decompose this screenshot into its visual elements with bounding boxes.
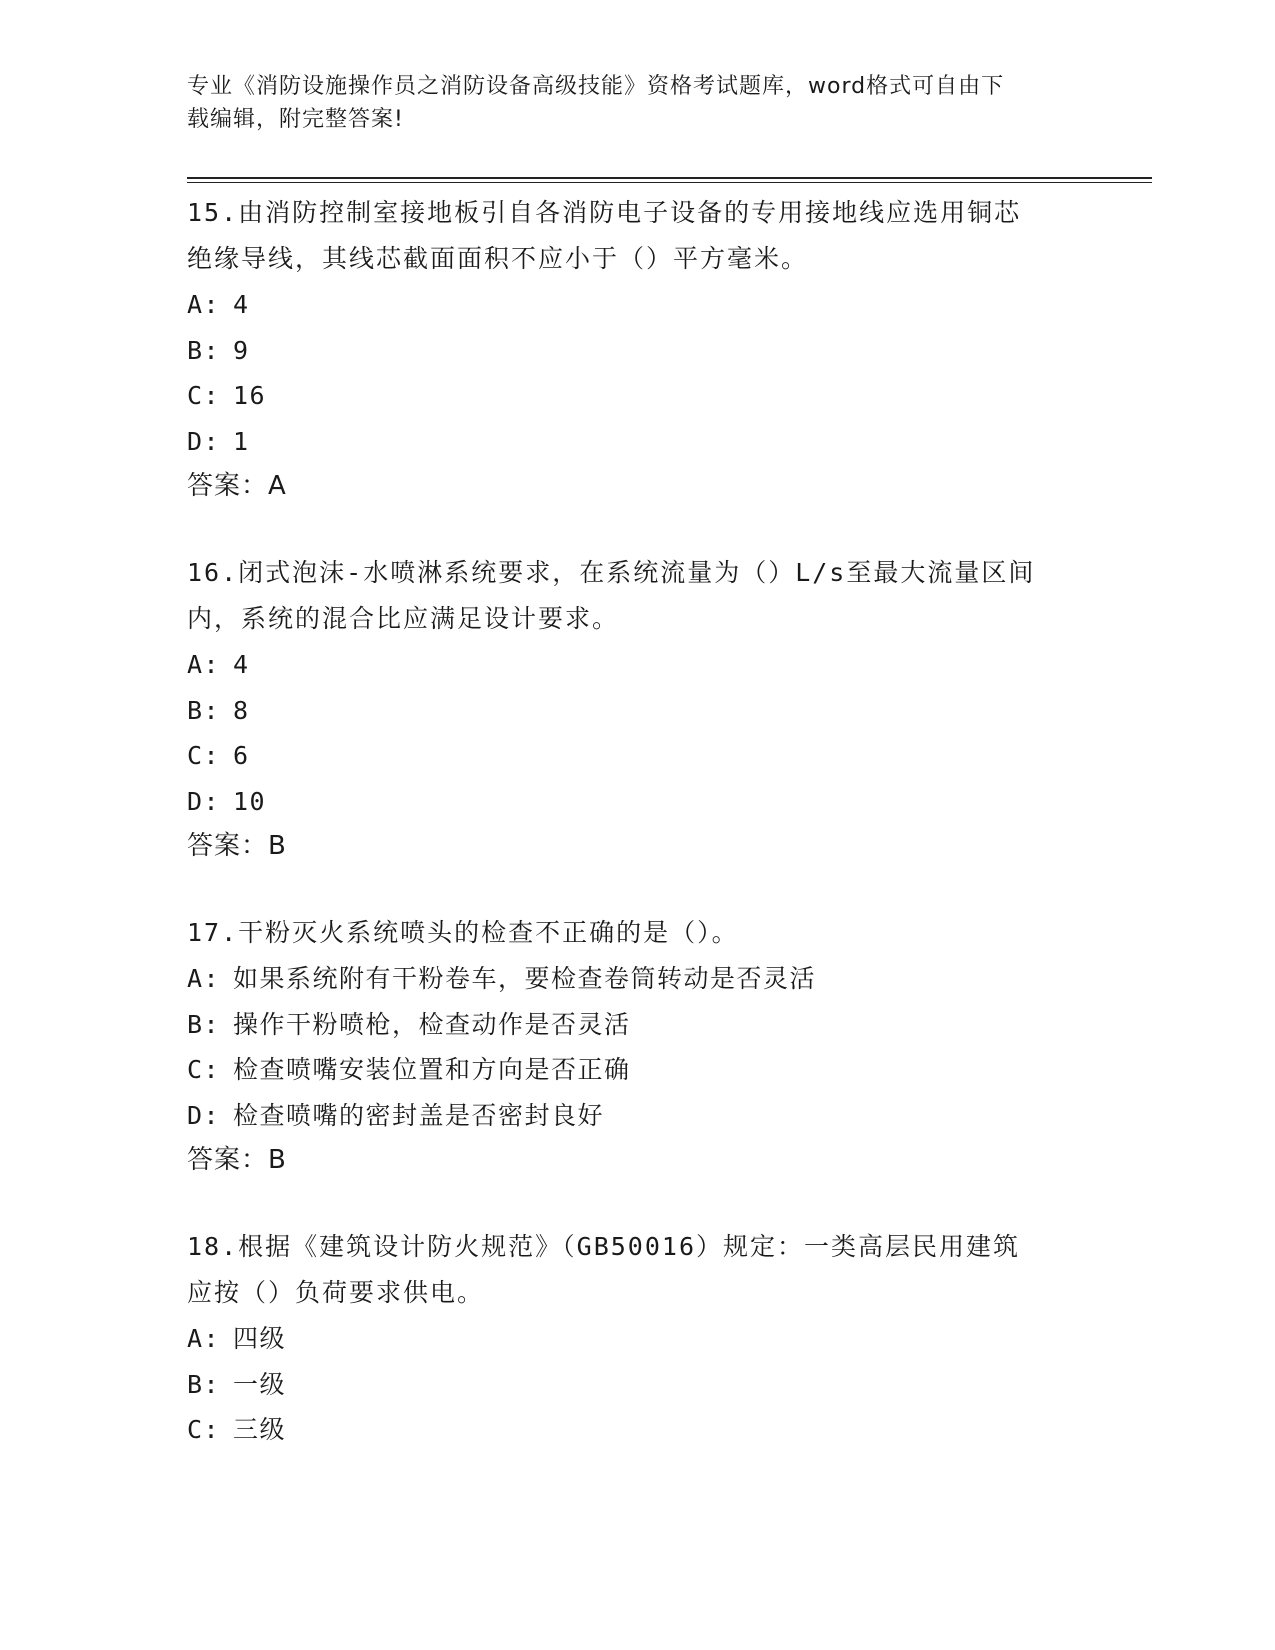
option-text: 操作干粉喷枪，检查动作是否灵活: [233, 1009, 631, 1039]
question-16: [187, 550, 1107, 868]
option-text: 4: [233, 650, 250, 679]
header-divider-thick: [187, 177, 1152, 179]
option-d: [187, 779, 1107, 825]
question-15: [187, 190, 1107, 508]
question-17: [187, 910, 1107, 1182]
option-b: [187, 688, 1107, 734]
option-key: C:: [187, 1055, 221, 1084]
option-key: C:: [187, 381, 221, 410]
question-stem-line: 绝缘导线，其线芯截面面积不应小于（）平方毫米。: [187, 244, 809, 273]
answer-line: 答案：A: [187, 471, 287, 501]
header-divider-thin: [187, 182, 1152, 183]
header-line-2: 载编辑，附完整答案!: [187, 107, 404, 132]
option-text: 如果系统附有干粉卷车，要检查卷筒转动是否灵活: [233, 964, 817, 993]
option-text: 三级: [233, 1415, 287, 1444]
question-stem-line: 应按（）负荷要求供电。: [187, 1278, 485, 1307]
option-b: [187, 1002, 1107, 1048]
option-key: D:: [187, 1100, 221, 1130]
option-a: [187, 1316, 1107, 1362]
question-stem-line: 15.由消防控制室接地板引自各消防电子设备的专用接地线应选用铜芯: [187, 198, 1022, 227]
option-key: B:: [187, 1009, 221, 1039]
option-a: [187, 956, 1107, 1002]
option-key: B:: [187, 335, 221, 365]
option-a: [187, 282, 1107, 328]
answer-line: 答案：B: [187, 831, 287, 861]
option-key: C:: [187, 1415, 221, 1444]
option-d: [187, 1093, 1107, 1139]
option-b: [187, 1362, 1107, 1408]
header-line-1: 专业《消防设施操作员之消防设备高级技能》资格考试题库，word格式可自由下: [187, 74, 1005, 99]
option-key: A:: [187, 1324, 221, 1353]
option-c: [187, 1047, 1107, 1093]
option-key: A:: [187, 650, 221, 679]
answer-line: 答案：B: [187, 1145, 287, 1175]
question-stem-line: 17.干粉灭火系统喷头的检查不正确的是（）。: [187, 918, 739, 947]
option-text: 4: [233, 290, 250, 319]
option-key: B:: [187, 1369, 221, 1399]
option-key: A:: [187, 964, 221, 993]
option-d: [187, 419, 1107, 465]
option-key: C:: [187, 741, 221, 770]
option-text: 检查喷嘴安装位置和方向是否正确: [233, 1055, 631, 1084]
question-18: [187, 1224, 1107, 1453]
option-b: [187, 328, 1107, 374]
option-key: A:: [187, 290, 221, 319]
option-text: 8: [233, 695, 250, 725]
question-stem-line: 16.闭式泡沫-水喷淋系统要求，在系统流量为（）L/s至最大流量区间: [187, 558, 1036, 587]
option-key: D:: [187, 426, 221, 456]
document-header: [187, 70, 1087, 136]
option-text: 9: [233, 335, 250, 365]
option-c: [187, 733, 1107, 779]
option-text: 16: [233, 381, 267, 410]
option-text: 1: [233, 426, 250, 456]
question-stem-line: 18.根据《建筑设计防火规范》（GB50016）规定：一类高层民用建筑: [187, 1232, 1021, 1261]
question-list: [187, 190, 1107, 1495]
option-text: 10: [233, 786, 267, 816]
question-stem-line: 内，系统的混合比应满足设计要求。: [187, 604, 620, 633]
option-key: D:: [187, 786, 221, 816]
option-key: B:: [187, 695, 221, 725]
option-text: 一级: [233, 1369, 287, 1399]
option-c: [187, 1407, 1107, 1453]
option-text: 四级: [233, 1324, 287, 1353]
option-a: [187, 642, 1107, 688]
option-c: [187, 373, 1107, 419]
option-text: 检查喷嘴的密封盖是否密封良好: [233, 1100, 605, 1130]
option-text: 6: [233, 741, 250, 770]
